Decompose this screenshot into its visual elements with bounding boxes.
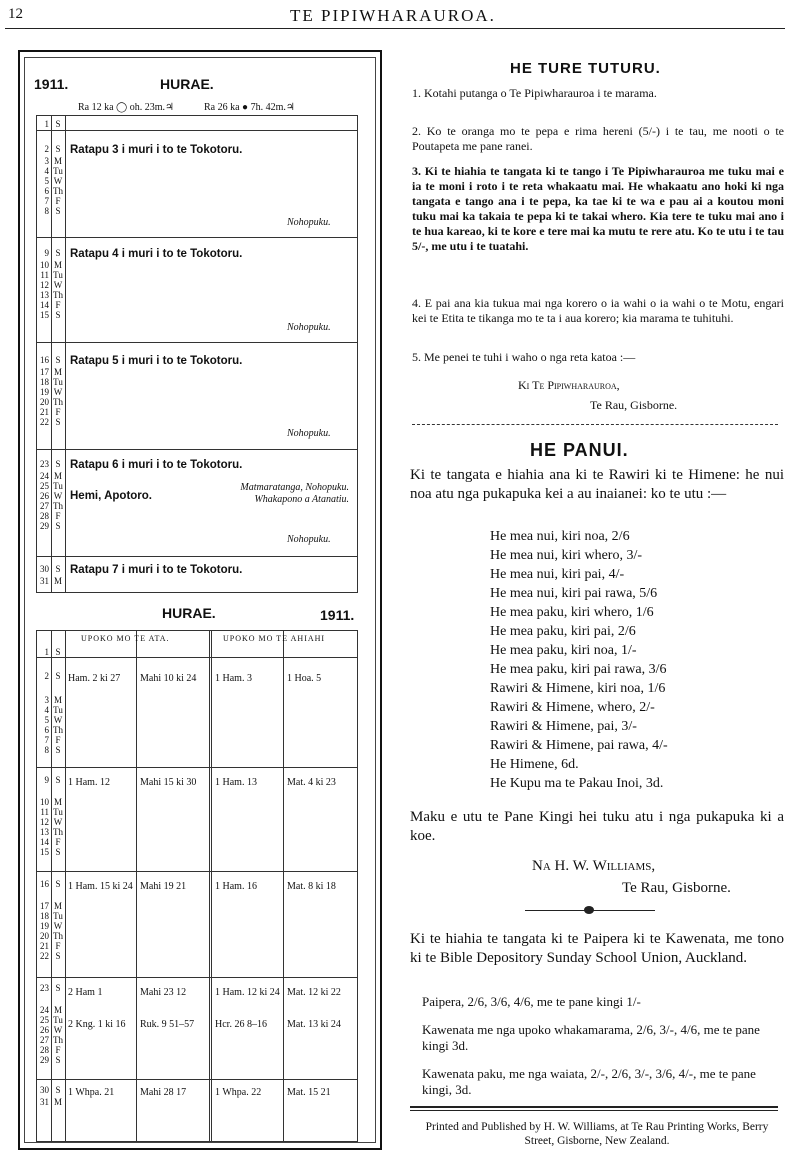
day-number: 26 [40, 491, 49, 501]
day-number: 29 [40, 521, 49, 531]
day-number: 23 [40, 983, 49, 993]
day-number: 28 [40, 511, 49, 521]
day-letter: Tu [53, 166, 63, 176]
day-number: 27 [40, 501, 49, 511]
sunday-title: Ratapu 4 i muri i to te Tokotoru. [70, 248, 243, 260]
day-number: 5 [44, 176, 49, 186]
day-letter: Th [53, 186, 63, 196]
day-letter: F [55, 941, 61, 951]
reading-cell: Ruk. 9 51–57 [140, 1019, 195, 1030]
reading-cell: 1 Ham. 15 ki 24 [68, 881, 133, 892]
reading-cell: Mahi 15 ki 30 [140, 777, 197, 788]
testament-price: Kawenata me nga upoko whakamarama, 2/6, 3/-, 4/6, me te pane kingi 3d. [422, 1022, 760, 1053]
nohopuku-note: Nohopuku. [287, 428, 331, 439]
signature-place: Te Rau, Gisborne. [622, 880, 731, 896]
day-letter: S [55, 879, 61, 889]
day-number: 7 [44, 735, 49, 745]
nohopuku-note: Nohopuku. [287, 534, 331, 545]
reading-cell: Mahi 19 21 [140, 881, 187, 892]
day-letter: Th [53, 931, 63, 941]
feast-note-line: Matmaratanga, Nohopuku. [240, 482, 349, 493]
ornament-diamond [584, 906, 594, 914]
address-line-2: Te Rau, Gisborne. [590, 398, 678, 412]
day-letter: F [55, 407, 61, 417]
price-item: Rawiri & Himene, kiri noa, 1/6 [490, 681, 666, 696]
day-letter: W [53, 280, 63, 290]
footer-rule [410, 1106, 778, 1108]
reading-cell: 1 Ham. 13 [215, 777, 257, 788]
day-number: 1 [44, 119, 49, 129]
price-item: He mea nui, kiri pai rawa, 5/6 [490, 586, 658, 601]
reading-cell: Mat. 8 ki 18 [287, 881, 336, 892]
day-number: 24 [40, 1005, 49, 1015]
day-number: 28 [40, 1045, 49, 1055]
reading-cell: 1 Ham. 16 [215, 881, 257, 892]
day-number: 31 [40, 576, 49, 586]
imprint: Printed and Published by H. W. Williams, at Te Rau Printing Works, Berry Street, Gisborne, New Zealand. [425, 1121, 769, 1147]
day-number: 13 [40, 290, 49, 300]
sunday-title: Ratapu 5 i muri i to te Tokotoru. [70, 355, 243, 367]
day-number: 19 [40, 921, 49, 931]
day-number: 25 [40, 481, 49, 491]
reading-cell: 1 Whpa. 21 [68, 1087, 115, 1098]
day-letter: S [55, 1055, 61, 1065]
header-rule [5, 28, 785, 29]
reading-cell: Ham. 2 ki 27 [68, 673, 121, 684]
day-letter: M [53, 367, 62, 377]
day-number: 31 [40, 1097, 49, 1107]
day-letter: S [55, 671, 61, 681]
reading-cell: 1 Whpa. 22 [215, 1087, 262, 1098]
price-item: Rawiri & Himene, pai, 3/- [490, 719, 637, 734]
day-letter: S [55, 847, 61, 857]
reading-cell: Mat. 13 ki 24 [287, 1019, 341, 1030]
day-letter: W [53, 921, 63, 931]
day-number: 6 [44, 725, 49, 735]
day-letter: M [53, 471, 62, 481]
day-number: 22 [40, 951, 49, 961]
day-number: 1 [44, 647, 49, 657]
day-letter: Th [53, 397, 63, 407]
sunday-title: Ratapu 3 i muri i to te Tokotoru. [70, 144, 243, 156]
rule-5: 5. Me penei te tuhi i waho o nga reta katoa :— [412, 350, 636, 364]
calendar-readings [36, 630, 358, 1142]
price-item: Rawiri & Himene, pai rawa, 4/- [490, 738, 668, 753]
feast-note [240, 482, 349, 506]
feast-day: Hemi, Apotoro. [70, 490, 152, 502]
notice-stamp-note: Maku e utu te Pane Kingi hei tuku atu i nga pukapuka ki a koe. [410, 809, 784, 844]
day-letter: W [53, 817, 63, 827]
price-item: He mea paku, kiri noa, 1/- [490, 643, 637, 658]
page-number: 12 [8, 6, 23, 22]
day-number: 24 [40, 471, 49, 481]
day-letter: Th [53, 827, 63, 837]
day-number: 21 [40, 407, 49, 417]
day-number: 8 [44, 745, 49, 755]
day-number: 8 [44, 206, 49, 216]
price-item: He Kupu ma te Pakau Inoi, 3d. [490, 776, 664, 791]
day-number: 10 [40, 797, 49, 807]
calendar-year: 1911. [34, 76, 69, 92]
footer-rule [410, 1110, 778, 1111]
day-letter: S [55, 119, 61, 129]
day-number: 12 [40, 280, 49, 290]
reading-cell: 1 Hoa. 5 [287, 673, 322, 684]
calendar2-month: HURAE. [162, 605, 216, 621]
day-letter: S [55, 310, 61, 320]
calendar2-year: 1911. [320, 607, 355, 623]
day-letter: Th [53, 1035, 63, 1045]
day-number: 30 [40, 564, 49, 574]
feast-note-line: Whakapono a Atanatiu. [254, 494, 349, 505]
day-letter: S [55, 144, 61, 154]
day-letter: M [53, 576, 62, 586]
day-number: 7 [44, 196, 49, 206]
day-letter: S [55, 248, 61, 258]
moon-phase-full: Ra 12 ka ◯ oh. 23m.♃ [78, 102, 174, 113]
price-item: He mea paku, kiri pai, 2/6 [490, 624, 636, 639]
day-number: 9 [44, 248, 49, 258]
price-item: He Himene, 6d. [490, 757, 579, 772]
reading-cell: Mat. 15 21 [287, 1087, 331, 1098]
nohopuku-note: Nohopuku. [287, 217, 331, 228]
reading-cell: 2 Kng. 1 ki 16 [68, 1019, 126, 1030]
day-number: 13 [40, 827, 49, 837]
day-letter: S [55, 951, 61, 961]
day-letter: Tu [53, 911, 63, 921]
day-letter: Tu [53, 1015, 63, 1025]
notice-title: HE PANUI. [530, 440, 629, 460]
day-number: 16 [40, 879, 49, 889]
day-number: 20 [40, 931, 49, 941]
day-letter: Tu [53, 807, 63, 817]
day-number: 27 [40, 1035, 49, 1045]
day-letter: F [55, 196, 61, 206]
day-letter: S [55, 459, 61, 469]
day-letter: S [55, 206, 61, 216]
day-letter: S [55, 1085, 61, 1095]
reading-cell: Mahi 28 17 [140, 1087, 187, 1098]
price-item: He mea nui, kiri noa, 2/6 [490, 529, 630, 544]
day-number: 6 [44, 186, 49, 196]
day-number: 15 [40, 847, 49, 857]
day-number: 26 [40, 1025, 49, 1035]
day-letter: M [53, 1097, 62, 1107]
address-line-1: Ki Te Pipiwharauroa, [518, 378, 620, 392]
day-number: 18 [40, 377, 49, 387]
day-letter: M [53, 797, 62, 807]
day-letter: M [53, 156, 62, 166]
bible-notice: Ki te hiahia te tangata ki te Paipera ki te Kawenata, me tono ki te Bible Depository Sunday School Union, Auckland. [410, 931, 784, 966]
day-number: 22 [40, 417, 49, 427]
day-number: 3 [44, 156, 49, 166]
day-number: 23 [40, 459, 49, 469]
price-item: He mea nui, kiri pai, 4/- [490, 567, 625, 582]
day-number: 29 [40, 1055, 49, 1065]
day-letter: F [55, 511, 61, 521]
day-number: 2 [44, 671, 49, 681]
signature-name: Na H. W. Williams, [532, 858, 656, 874]
sunday-title: Ratapu 7 i muri i to te Tokotoru. [70, 564, 243, 576]
day-letter: F [55, 1045, 61, 1055]
day-letter: Th [53, 501, 63, 511]
col-head-morning: UPOKO MO TE ATA. [81, 634, 170, 643]
reading-cell: 2 Ham 1 [68, 987, 103, 998]
reading-cell: Mat. 12 ki 22 [287, 987, 341, 998]
day-letter: Th [53, 725, 63, 735]
day-number: 25 [40, 1015, 49, 1025]
day-number: 4 [44, 166, 49, 176]
day-number: 15 [40, 310, 49, 320]
day-number: 9 [44, 775, 49, 785]
nohopuku-note: Nohopuku. [287, 322, 331, 333]
day-number: 12 [40, 817, 49, 827]
reading-cell: Mahi 10 ki 24 [140, 673, 197, 684]
day-number: 19 [40, 387, 49, 397]
day-letter: Th [53, 290, 63, 300]
day-number: 18 [40, 911, 49, 921]
day-letter: S [55, 647, 61, 657]
day-letter: W [53, 715, 63, 725]
day-number: 3 [44, 695, 49, 705]
day-number: 17 [40, 367, 49, 377]
day-number: 30 [40, 1085, 49, 1095]
price-item: He mea nui, kiri whero, 3/- [490, 548, 643, 563]
day-letter: S [55, 417, 61, 427]
reading-cell: 1 Ham. 3 [215, 673, 252, 684]
day-letter: S [55, 745, 61, 755]
bible-price: Paipera, 2/6, 3/6, 4/6, me te pane kingi 1/- [422, 994, 641, 1009]
calendar-top [36, 115, 358, 593]
price-item: Rawiri & Himene, whero, 2/- [490, 700, 655, 715]
day-number: 16 [40, 355, 49, 365]
day-number: 10 [40, 260, 49, 270]
sunday-title: Ratapu 6 i muri i to te Tokotoru. [70, 459, 243, 471]
day-letter: M [53, 695, 62, 705]
day-number: 17 [40, 901, 49, 911]
rule-1: 1. Kotahi putanga o Te Pipiwharauroa i te marama. [412, 86, 657, 100]
day-letter: S [55, 775, 61, 785]
day-number: 14 [40, 837, 49, 847]
reading-cell: 1 Ham. 12 [68, 777, 110, 788]
day-letter: S [55, 983, 61, 993]
small-testament-price: Kawenata paku, me nga waiata, 2/-, 2/6, 3/-, 3/6, 4/-, me te pane kingi, 3d. [422, 1066, 756, 1097]
day-letter: W [53, 1025, 63, 1035]
day-letter: F [55, 735, 61, 745]
page-title: TE PIPIWHARAUROA. [290, 6, 496, 25]
day-letter: Tu [53, 481, 63, 491]
rule-3: 3. Ki te hiahia te tangata ki te tango i Te Pipiwharauroa me tuku mai e ia te moni i roto i te reta whakaatu mai. He whakaatu ano hoki ki nga tangata e tango ana i te pepa, ka tae ki te wa e pau ai a koutou moni tuku mai ka takaia te pepa ki te takai whero. Kia tere te tuku mai ano i te hua kareao, ki te kore e tere mai ka mutu te rere atu. Ko te utu i te tau 5/-, me utu i te tuatahi. [412, 164, 784, 253]
price-item: He mea paku, kiri whero, 1/6 [490, 605, 654, 620]
day-letter: Tu [53, 377, 63, 387]
day-letter: F [55, 300, 61, 310]
day-number: 20 [40, 397, 49, 407]
day-number: 11 [40, 807, 49, 817]
moon-phase-new: Ra 26 ka ● 7h. 42m.♃ [204, 102, 295, 113]
rule-4: 4. E pai ana kia tukua mai nga korero o ia wahi o ia wahi o te Motu, engari kei te Etita te tikanga mo te ta i aua korero; kia marama te tuhituhi. [412, 296, 784, 325]
reading-cell: Mahi 23 12 [140, 987, 187, 998]
day-letter: W [53, 176, 63, 186]
day-letter: M [53, 1005, 62, 1015]
calendar-month: HURAE. [160, 76, 214, 92]
day-letter: Tu [53, 705, 63, 715]
day-letter: Tu [53, 270, 63, 280]
day-letter: S [55, 521, 61, 531]
day-number: 21 [40, 941, 49, 951]
rules-title: HE TURE TUTURU. [510, 60, 661, 77]
day-letter: M [53, 901, 62, 911]
day-letter: S [55, 355, 61, 365]
day-letter: W [53, 491, 63, 501]
reading-cell: Mat. 4 ki 23 [287, 777, 336, 788]
rule-2: 2. Ko te oranga mo te pepa e rima hereni (5/-) i te tau, me nooti o te Poutapeta me pane ranei. [412, 124, 784, 153]
day-number: 5 [44, 715, 49, 725]
day-number: 11 [40, 270, 49, 280]
day-letter: S [55, 564, 61, 574]
price-item: He mea paku, kiri pai rawa, 3/6 [490, 662, 667, 677]
notice-intro: Ki te tangata e hiahia ana ki te Rawiri ki te Himene: he nui noa atu nga pukapuka kei a au inaianei: ko te utu :— [410, 467, 784, 502]
day-letter: W [53, 387, 63, 397]
day-letter: M [53, 260, 62, 270]
day-letter: F [55, 837, 61, 847]
section-divider [412, 424, 778, 425]
reading-cell: Hcr. 26 8–16 [215, 1019, 267, 1030]
reading-cell: 1 Ham. 12 ki 24 [215, 987, 280, 998]
day-number: 2 [44, 144, 49, 154]
day-number: 14 [40, 300, 49, 310]
col-head-evening: UPOKO MO TE AHIAHI [223, 634, 326, 643]
day-number: 4 [44, 705, 49, 715]
